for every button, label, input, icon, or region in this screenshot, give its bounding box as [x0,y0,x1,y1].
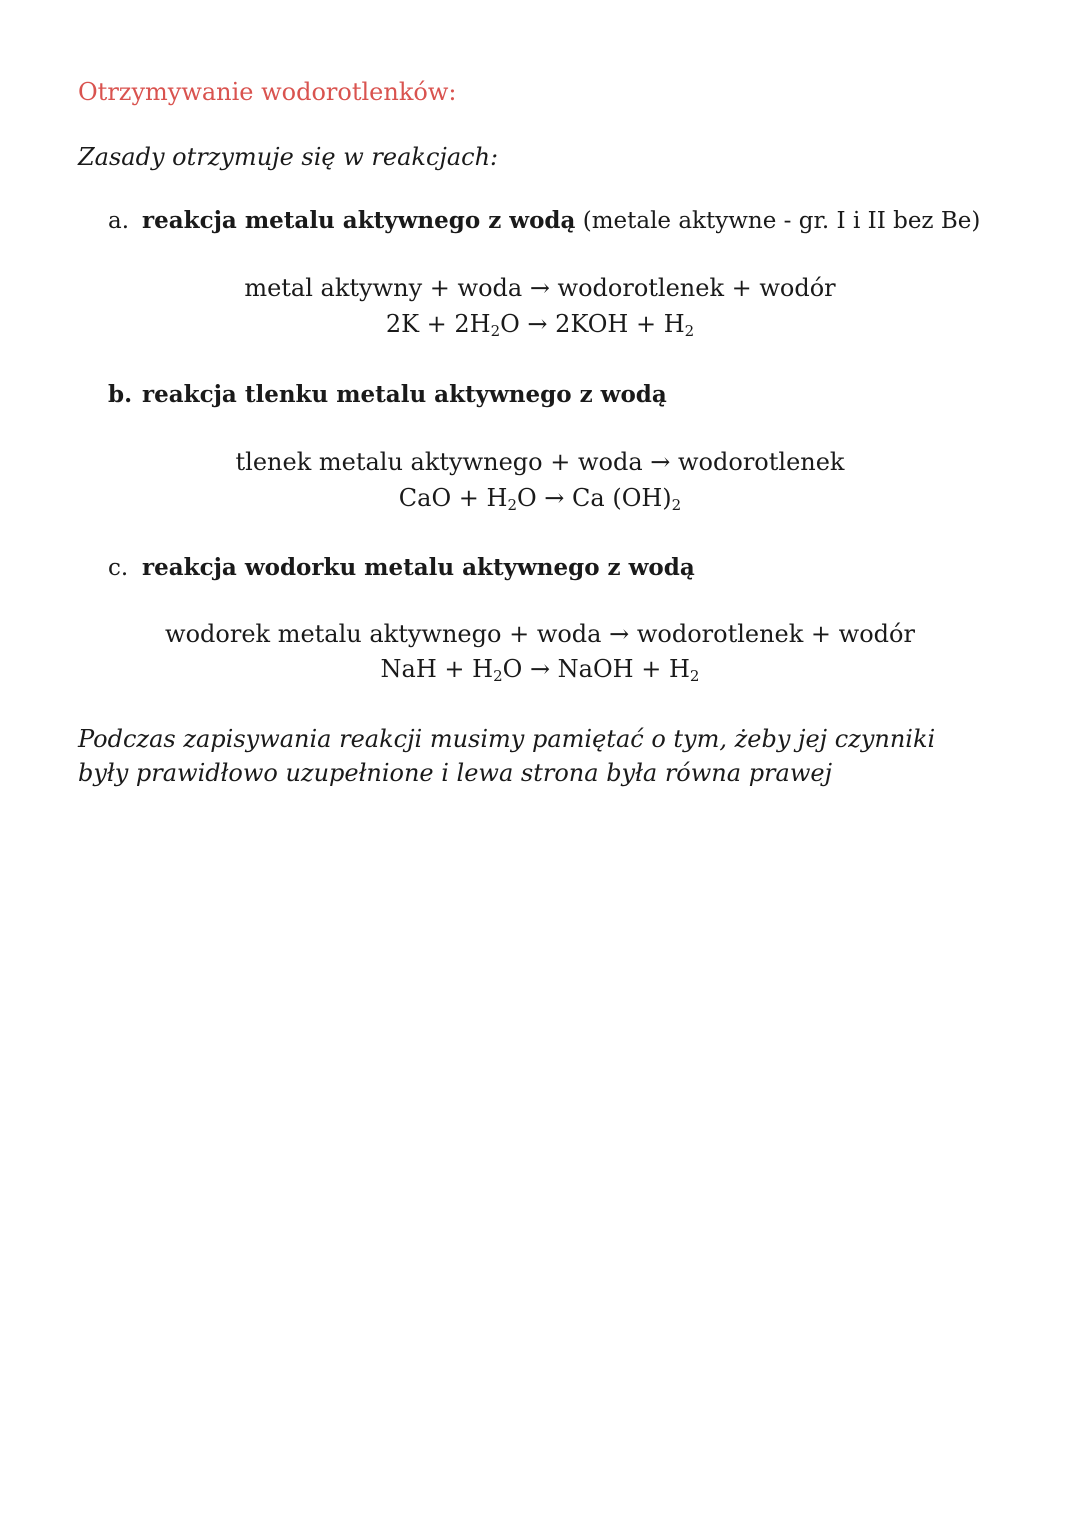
section-heading: Otrzymywanie wodorotlenków: [78,78,457,106]
item-note: (metale aktywne - gr. I i II bez Be) [575,208,981,234]
formula-equation-c: NaH + $H_2O$ → NaOH + $H_2$ [380,655,700,685]
word-equation-a: metal aktywny + woda → wodorotlenek + wodór [244,274,836,302]
intro-text: Zasady otrzymuje się w reakcjach: [78,143,499,171]
list-item-b [108,381,667,408]
list-marker: b. [108,381,133,408]
item-title: reakcja metalu aktywnego z wodą [142,207,576,234]
list-marker: c. [108,555,129,581]
list-item-a [108,207,980,234]
formula-equation-a: $2K + 2H_2O \to 2KOH + H_2$ [385,310,695,340]
footer-note: Podczas zapisywania reakcji musimy pamiętać o tym, żeby jej czynniki były prawidłowo uzupełnione i lewa strona była równa prawej [78,725,936,787]
formula-equation-b: CaO + $H_2O \to Ca$ $(OH)_2$ [398,484,682,514]
word-equation-c: wodorek metalu aktywnego + woda → wodorotlenek + wodór [165,620,915,648]
list-marker: a. [108,208,130,234]
word-equation-b: tlenek metalu aktywnego + woda → wodorotlenek [235,448,845,476]
item-title: reakcja tlenku metalu aktywnego z wodą [142,381,667,408]
item-title: reakcja wodorku metalu aktywnego z wodą [142,554,695,581]
list-item-c [108,554,695,581]
